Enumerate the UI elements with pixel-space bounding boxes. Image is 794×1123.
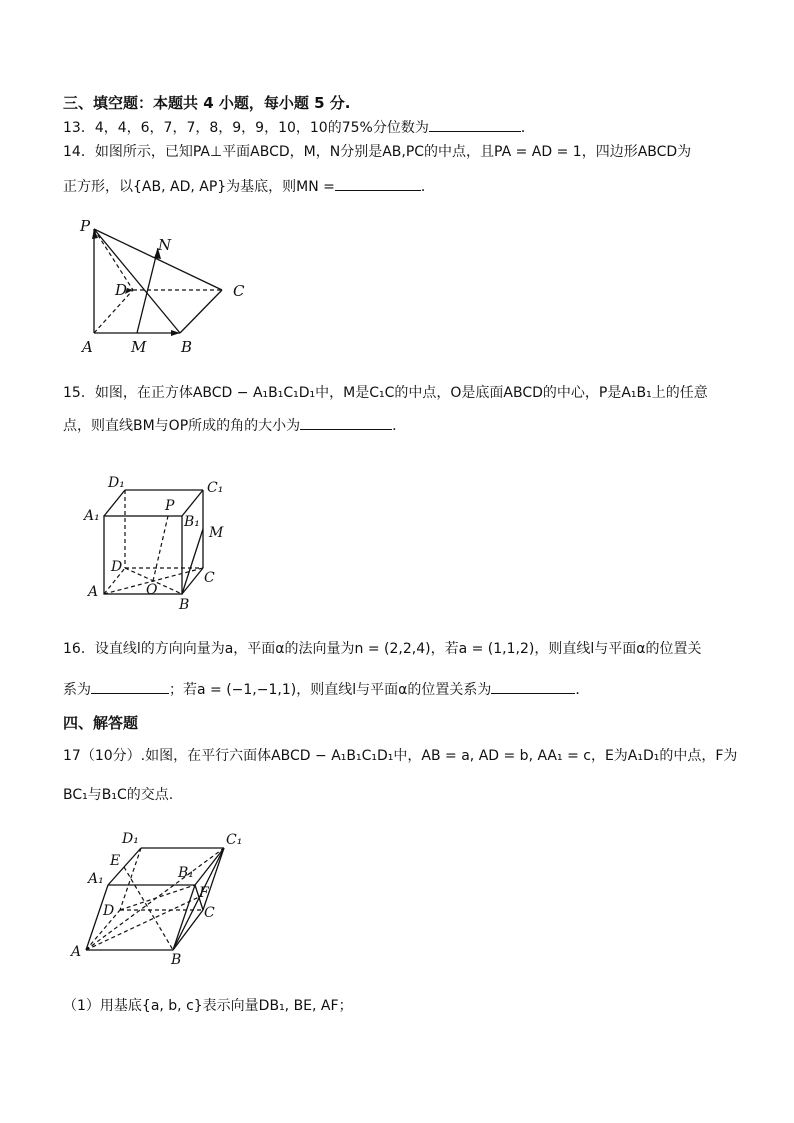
edge-d1d [120, 848, 141, 910]
q14-period: ． [420, 179, 435, 195]
edge-bc [180, 290, 222, 333]
q14-text-line2: 正方形，以{AB, AD, AP}为基底，则MN = [63, 179, 335, 195]
q13-number: 13． [63, 120, 95, 136]
segment-be [124, 867, 173, 950]
edge-bb1 [173, 885, 195, 950]
segment-op [153, 516, 168, 581]
q16-answer-blank-2[interactable] [491, 679, 575, 694]
q15-answer-blank[interactable] [300, 415, 392, 430]
q13-answer-blank[interactable] [429, 117, 521, 132]
label-b1: B₁ [184, 514, 200, 530]
label-m: M [131, 338, 147, 356]
edge-b1c1 [182, 490, 203, 516]
question-16-line1 [63, 638, 701, 658]
q17-number: 17（10分）. [63, 748, 146, 764]
label-d: D [115, 281, 128, 299]
section-title-fill-in: 三、填空题：本题共 4 小题，每小题 5 分. [63, 94, 351, 112]
label-m: M [209, 525, 224, 541]
label-a: A [71, 944, 82, 960]
label-f: F [199, 885, 209, 901]
edge-bc [173, 910, 203, 950]
question-13 [63, 117, 535, 137]
q15-text-line2: 点，则直线BM与OP所成的角的大小为 [63, 418, 301, 434]
label-c: C [204, 905, 215, 921]
label-b: B [179, 597, 190, 613]
label-p: P [80, 217, 91, 235]
label-e: E [110, 853, 121, 869]
label-a1: A₁ [84, 508, 100, 524]
label-o: O [146, 582, 158, 598]
diagonal-db1 [120, 885, 195, 910]
label-b1: B₁ [178, 865, 194, 881]
cube-front-face [104, 516, 182, 594]
label-b: B [171, 952, 182, 967]
q17-parallelepiped-figure [68, 825, 258, 967]
q16-period: ． [575, 682, 590, 698]
q17-text-line2: BC₁与B₁C的交点. [63, 787, 174, 803]
q14-answer-blank[interactable] [335, 176, 421, 191]
question-17-line1 [63, 745, 737, 765]
label-d1: D₁ [108, 475, 125, 491]
q16-answer-blank-1[interactable] [91, 679, 169, 694]
label-b: B [181, 338, 193, 356]
label-c: C [204, 570, 215, 586]
label-d1: D₁ [122, 831, 139, 847]
q16-text-line2b: ；若a = (−1,−1,1)，则直线l与平面α的位置关系为 [169, 682, 492, 698]
section-title-solutions: 四、解答题 [63, 714, 139, 732]
q15-cube-figure [80, 470, 240, 616]
question-17-line2 [63, 784, 173, 804]
q17-part1-text: （1）用基底{a, b, c}表示向量DB₁, BE, AF； [63, 998, 353, 1014]
question-15-line2 [63, 415, 406, 435]
label-c1: C₁ [207, 480, 224, 496]
q14-number: 14． [63, 144, 95, 160]
label-n: N [158, 236, 172, 254]
edge-ad [94, 290, 133, 333]
label-d: D [103, 903, 115, 919]
label-p: P [165, 498, 175, 514]
label-c: C [233, 282, 245, 300]
label-d: D [111, 559, 123, 575]
q16-text-line2a: 系为 [63, 682, 91, 698]
question-17-part1 [63, 995, 353, 1015]
q14-figure [70, 212, 260, 358]
question-14-line2 [63, 176, 435, 196]
q17-text-line1: 如图，在平行六面体ABCD − A₁B₁C₁D₁中，AB = a, AD = b, AA₁ = c，E为A₁D₁的中点，F为 [145, 748, 738, 764]
edge-a1d1 [104, 490, 125, 516]
q14-text-line1: 如图所示，已知PA⊥平面ABCD，M，N分别是AB,PC的中点，且PA = AD = 1，四边形ABCD为 [94, 144, 692, 160]
label-a: A [82, 338, 93, 356]
label-a: A [88, 584, 99, 600]
question-14-line1 [63, 141, 691, 161]
q16-number: 16． [63, 641, 95, 657]
edge-bc [182, 568, 203, 594]
q15-number: 15． [63, 385, 95, 401]
q16-text-line1: 设直线l的方向向量为a，平面α的法向量为n = (2,2,4)，若a = (1,1,2)，则直线l与平面α的位置关 [94, 641, 702, 657]
q15-period: ． [392, 418, 407, 434]
question-15-line1 [63, 382, 708, 402]
q13-period: ． [520, 120, 535, 136]
label-a1: A₁ [88, 871, 104, 887]
q13-text: 4，4，6，7，7，8，9，9，10，10的75%分位数为 [94, 120, 429, 136]
label-c1: C₁ [226, 832, 243, 848]
segment-bm [182, 529, 203, 594]
q15-text-line1: 如图，在正方体ABCD − A₁B₁C₁D₁中，M是C₁C的中点，O是底面ABCD的中心，P是A₁B₁上的任意 [94, 385, 708, 401]
question-16-line2 [63, 679, 589, 699]
